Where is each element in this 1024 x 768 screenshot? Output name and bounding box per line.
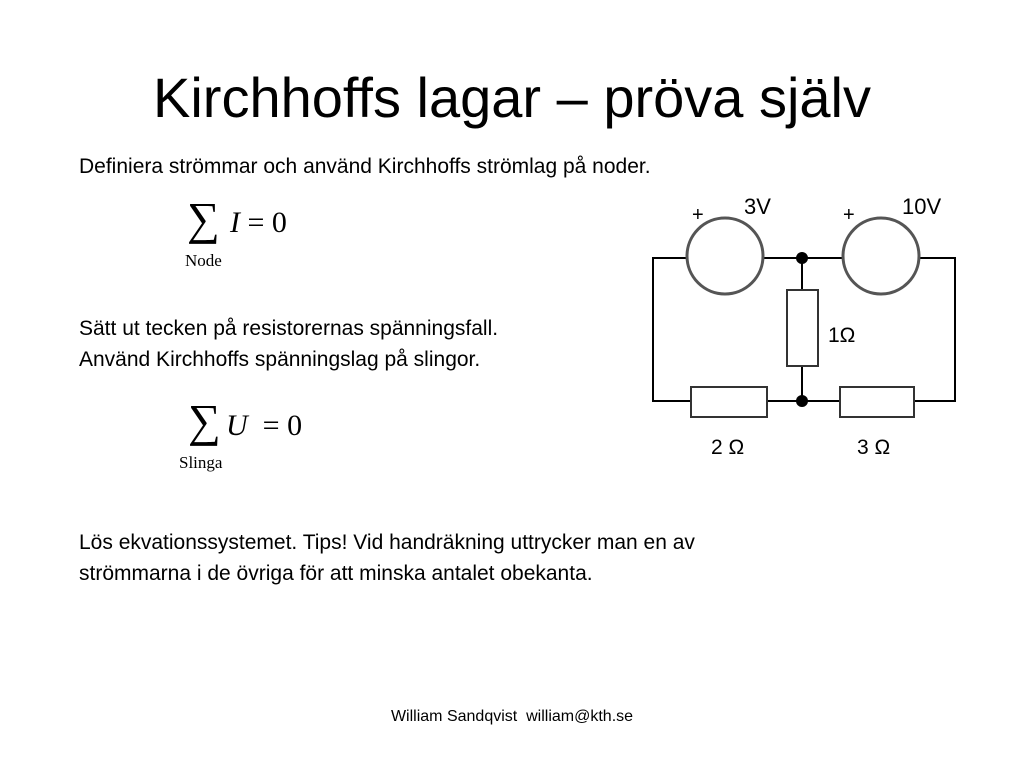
sum-symbol: ∑ <box>188 395 221 446</box>
kcl-equals-zero: = 0 <box>240 206 287 239</box>
kvl-formula <box>179 395 329 478</box>
instruction-solve <box>79 527 879 589</box>
kvl-expression <box>226 409 302 443</box>
resistor-bottom-left-label: 2 Ω <box>711 436 745 459</box>
kvl-subscript: Slinga <box>179 453 223 472</box>
voltage-source-right <box>843 218 919 294</box>
resistor-bottom-right <box>840 387 914 417</box>
instruction-solve-line-1: Lös ekvationssystemet. Tips! Vid handräkning uttrycker man en av <box>79 531 695 554</box>
circuit-diagram <box>640 190 980 480</box>
source-right-polarity: + <box>843 204 855 226</box>
source-left-polarity: + <box>692 204 704 226</box>
kvl-equals-zero: = 0 <box>247 409 303 442</box>
resistor-bottom-left <box>691 387 767 417</box>
instruction-voltage-line-2: Använd Kirchhoffs spänningslag på slingor. <box>79 348 481 371</box>
resistor-bottom-right-label: 3 Ω <box>857 436 891 459</box>
source-left-label: 3V <box>744 194 771 219</box>
instruction-solve-line-2: strömmarna i de övriga för att minska antalet obekanta. <box>79 562 593 585</box>
source-right-label: 10V <box>902 194 942 219</box>
sum-symbol: ∑ <box>187 193 220 244</box>
instruction-current-law: Definiera strömmar och använd Kirchhoffs strömlag på noder. <box>79 155 651 178</box>
kcl-formula <box>183 193 323 276</box>
resistor-middle <box>787 290 818 366</box>
voltage-source-left <box>687 218 763 294</box>
junction-node-top <box>796 252 808 264</box>
instruction-voltage-line-1: Sätt ut tecken på resistorernas spänningsfall. <box>79 317 499 340</box>
circuit-wire-right <box>914 258 955 401</box>
kcl-subscript: Node <box>185 251 222 270</box>
circuit-wire-left <box>653 258 691 401</box>
junction-node-bottom <box>796 395 808 407</box>
kcl-expression <box>230 206 287 240</box>
slide-title: Kirchhoffs lagar – pröva själv <box>153 66 871 129</box>
kcl-variable: I <box>230 206 240 239</box>
resistor-middle-label: 1Ω <box>828 324 856 347</box>
instruction-voltage-law <box>79 313 639 375</box>
slide-footer: William Sandqvist william@kth.se <box>390 708 634 725</box>
kvl-variable: U <box>226 409 248 442</box>
